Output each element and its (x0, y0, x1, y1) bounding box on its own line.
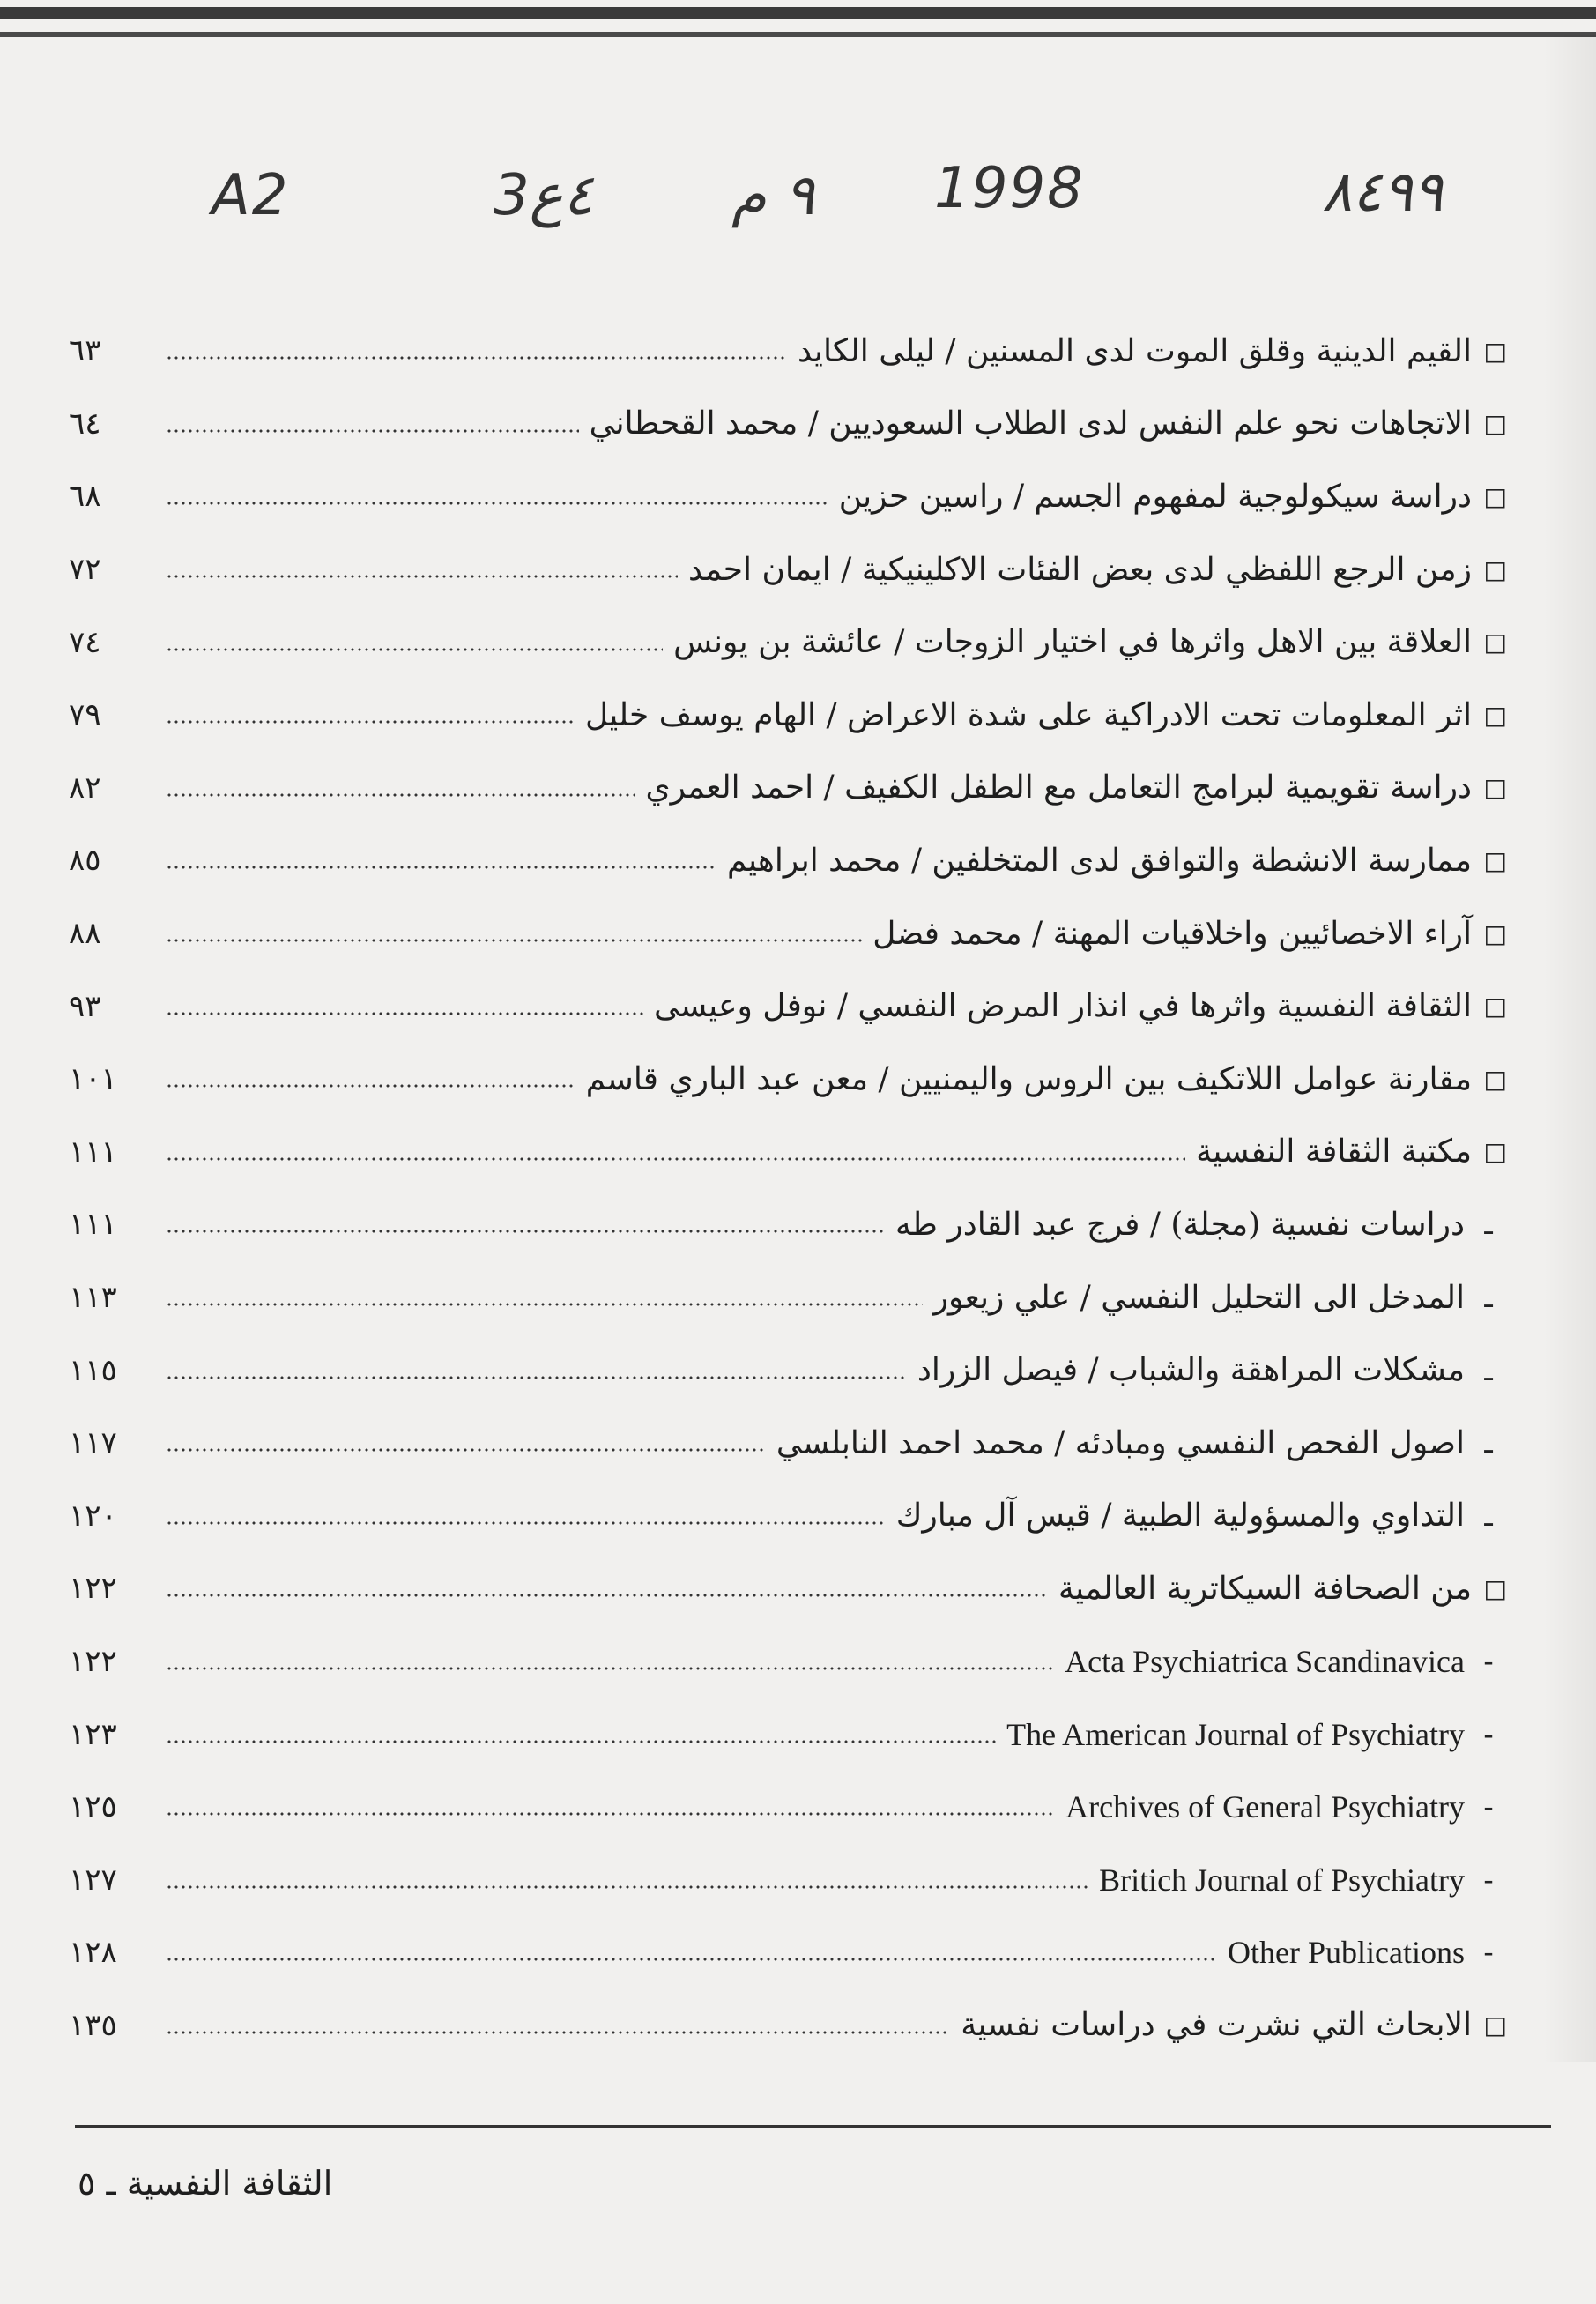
handwritten-annotations (0, 156, 1596, 260)
toc-entry-page: ٧٢ (69, 552, 101, 588)
dot-leader (166, 1519, 886, 1527)
toc-entry-title: Other Publications (1228, 1935, 1465, 1971)
toc-entry-title: دراسة تقويمية لبرامج التعامل مع الطفل الكفيف / احمد العمري (645, 769, 1472, 806)
dash-marker: - (1483, 1862, 1494, 1897)
dot-leader (166, 717, 575, 726)
checkbox-square-icon: □ (1483, 481, 1507, 511)
checkbox-square-icon: □ (1483, 773, 1507, 803)
toc-entry-title: مكتبة الثقافة النفسية (1196, 1133, 1472, 1171)
toc-entry-page: ١١٥ (69, 1352, 117, 1388)
checkbox-square-icon: □ (1483, 700, 1507, 730)
toc-entry-page: ١٢٥ (69, 1789, 117, 1825)
toc-entry (69, 533, 1507, 606)
toc-entry (69, 1916, 1507, 1989)
toc-entry-title: الاتجاهات نحو علم النفس لدى الطلاب السعوديين / محمد القحطاني (589, 405, 1472, 442)
dot-leader (166, 1300, 923, 1309)
dot-leader (166, 427, 579, 435)
toc-entry (69, 1843, 1507, 1916)
dash-marker: ـ (1484, 1281, 1493, 1315)
toc-entry (69, 1407, 1507, 1480)
dot-leader (166, 645, 663, 654)
toc-entry-page: ٨٨ (69, 916, 101, 952)
table-of-contents (69, 315, 1507, 2062)
dot-leader (166, 1155, 1185, 1163)
dash-marker: - (1483, 1717, 1494, 1751)
dot-leader (166, 1664, 1054, 1673)
handwritten-note: ٨٤٩٩ (1322, 160, 1444, 225)
dash-marker: - (1483, 1936, 1494, 1970)
handwritten-note: A2 (212, 163, 290, 228)
checkbox-square-icon: □ (1483, 2010, 1507, 2040)
dash-marker: ـ (1484, 1426, 1493, 1460)
toc-entry (69, 388, 1507, 461)
dash-marker: ـ (1484, 1208, 1493, 1242)
toc-entry-title: القيم الدينية وقلق الموت لدى المسنين / ليلى الكايد (798, 332, 1472, 369)
toc-entry (69, 1188, 1507, 1261)
checkbox-square-icon: □ (1483, 1064, 1507, 1094)
checkbox-square-icon: □ (1483, 845, 1507, 875)
toc-entry-title: التداوي والمسؤولية الطبية / قيس آل مبارك (895, 1498, 1465, 1535)
toc-entry-page: ٦٤ (69, 405, 101, 442)
toc-entry-page: ١٢٣ (69, 1716, 117, 1752)
toc-entry-page: ٦٨ (69, 479, 101, 515)
toc-entry (69, 1989, 1507, 2062)
toc-entry-title: العلاقة بين الاهل واثرها في اختيار الزوجات / عائشة بن يونس (673, 624, 1472, 661)
toc-entry-page: ٦٣ (69, 333, 101, 369)
dot-leader (166, 1883, 1088, 1892)
toc-entry-page: ٨٢ (69, 769, 101, 806)
top-border-thin (0, 32, 1596, 37)
toc-entry-page: ١٢٢ (69, 1571, 117, 1607)
toc-entry-title: The American Journal of Psychiatry (1006, 1716, 1465, 1752)
toc-entry-page: ٧٤ (69, 624, 101, 660)
handwritten-note: ٩ م (731, 163, 815, 228)
toc-entry-page: ١٢٢ (69, 1643, 117, 1679)
handwritten-note: 3٤ع (494, 163, 594, 228)
toc-entry-page: ١٢٨ (69, 1935, 117, 1971)
toc-entry-title: Archives of General Psychiatry (1065, 1789, 1465, 1825)
dot-leader (166, 572, 678, 581)
checkbox-square-icon: □ (1483, 409, 1507, 439)
toc-entry-title: اثر المعلومات تحت الادراكية على شدة الاعراض / الهام يوسف خليل (584, 696, 1472, 733)
checkbox-square-icon: □ (1483, 1137, 1507, 1167)
toc-entry (69, 1771, 1507, 1844)
toc-entry (69, 897, 1507, 970)
dot-leader (166, 353, 787, 362)
page-footer: الثقافة النفسية ـ ٥ (78, 2164, 333, 2203)
toc-entry-page: ١١٧ (69, 1425, 117, 1461)
toc-entry (69, 824, 1507, 897)
dot-leader (166, 1227, 885, 1236)
toc-entry-page: ١٢٧ (69, 1862, 117, 1898)
dot-leader (166, 791, 635, 799)
checkbox-square-icon: □ (1483, 918, 1507, 948)
dot-leader (166, 1009, 643, 1018)
dot-leader (166, 1591, 1048, 1600)
checkbox-square-icon: □ (1483, 628, 1507, 658)
toc-entry-page: ١١١ (69, 1133, 117, 1170)
toc-entry-title: Acta Psychiatrica Scandinavica (1065, 1643, 1465, 1679)
toc-entry-page: ١٠١ (69, 1061, 117, 1097)
toc-entry-title: المدخل الى التحليل النفسي / علي زيعور (932, 1279, 1465, 1316)
toc-entry-title: ممارسة الانشطة والتوافق لدى المتخلفين / محمد ابراهيم (727, 842, 1472, 879)
toc-entry (69, 1552, 1507, 1625)
toc-entry (69, 1480, 1507, 1553)
dash-marker: - (1483, 1790, 1494, 1825)
dot-leader (166, 499, 828, 508)
dot-leader (166, 1081, 575, 1090)
toc-entry-title: مقارنة عوامل اللاتكيف بين الروس واليمنيين / معن عبد الباري قاسم (585, 1060, 1472, 1097)
toc-entry-title: Britich Journal of Psychiatry (1099, 1862, 1465, 1898)
dash-marker: - (1483, 1644, 1494, 1678)
toc-entry-title: دراسات نفسية (مجلة) / فرج عبد القادر طه (895, 1206, 1465, 1243)
toc-entry-page: ٩٣ (69, 988, 101, 1024)
toc-entry-page: ١١١ (69, 1207, 117, 1243)
toc-entry-page: ١٣٥ (69, 2007, 117, 2043)
toc-entry (69, 1116, 1507, 1189)
toc-entry (69, 1043, 1507, 1116)
toc-entry (69, 752, 1507, 825)
dot-leader (166, 1446, 766, 1454)
dash-marker: ـ (1484, 1498, 1493, 1533)
toc-entry (69, 679, 1507, 752)
dot-leader (166, 1810, 1055, 1818)
toc-entry-page: ٨٥ (69, 843, 101, 879)
checkbox-square-icon: □ (1483, 336, 1507, 366)
toc-entry-page: ٧٩ (69, 697, 101, 733)
dot-leader (166, 1955, 1217, 1964)
top-border-thick (0, 7, 1596, 19)
toc-entry-title: آراء الاخصائيين واخلاقيات المهنة / محمد فضل (872, 915, 1472, 952)
toc-entry (69, 1334, 1507, 1407)
toc-entry-title: دراسة سيكولوجية لمفهوم الجسم / راسين حزين (838, 478, 1472, 515)
toc-entry-page: ١٢٠ (69, 1498, 117, 1534)
toc-entry (69, 1261, 1507, 1334)
toc-entry-title: الابحاث التي نشرت في دراسات نفسية (961, 2007, 1472, 2044)
toc-entry-title: من الصحافة السيكاترية العالمية (1058, 1570, 1472, 1607)
toc-entry (69, 1625, 1507, 1698)
toc-entry (69, 970, 1507, 1043)
checkbox-square-icon: □ (1483, 992, 1507, 1022)
toc-entry (69, 1698, 1507, 1771)
dash-marker: ـ (1484, 1353, 1493, 1387)
toc-entry-title: مشكلات المراهقة والشباب / فيصل الزراد (917, 1352, 1465, 1389)
footer-rule (75, 2125, 1551, 2128)
checkbox-square-icon: □ (1483, 1573, 1507, 1603)
dot-leader (166, 936, 862, 945)
toc-entry (69, 460, 1507, 533)
dot-leader (166, 1737, 996, 1746)
dot-leader (166, 863, 716, 872)
toc-entry-title: زمن الرجع اللفظي لدى بعض الفئات الاكلينيكية / ايمان احمد (688, 551, 1472, 588)
toc-entry (69, 315, 1507, 388)
dot-leader (166, 2028, 950, 2037)
handwritten-note: 1998 (934, 156, 1085, 221)
toc-entry-title: اصول الفحص النفسي ومبادئه / محمد احمد النابلسي (776, 1424, 1465, 1461)
dot-leader (166, 1373, 907, 1382)
toc-entry-page: ١١٣ (69, 1280, 117, 1316)
toc-entry (69, 606, 1507, 679)
toc-entry-title: الثقافة النفسية واثرها في انذار المرض النفسي / نوفل وعيسى (654, 988, 1472, 1025)
page-edge-shadow (1543, 35, 1596, 2062)
checkbox-square-icon: □ (1483, 554, 1507, 584)
